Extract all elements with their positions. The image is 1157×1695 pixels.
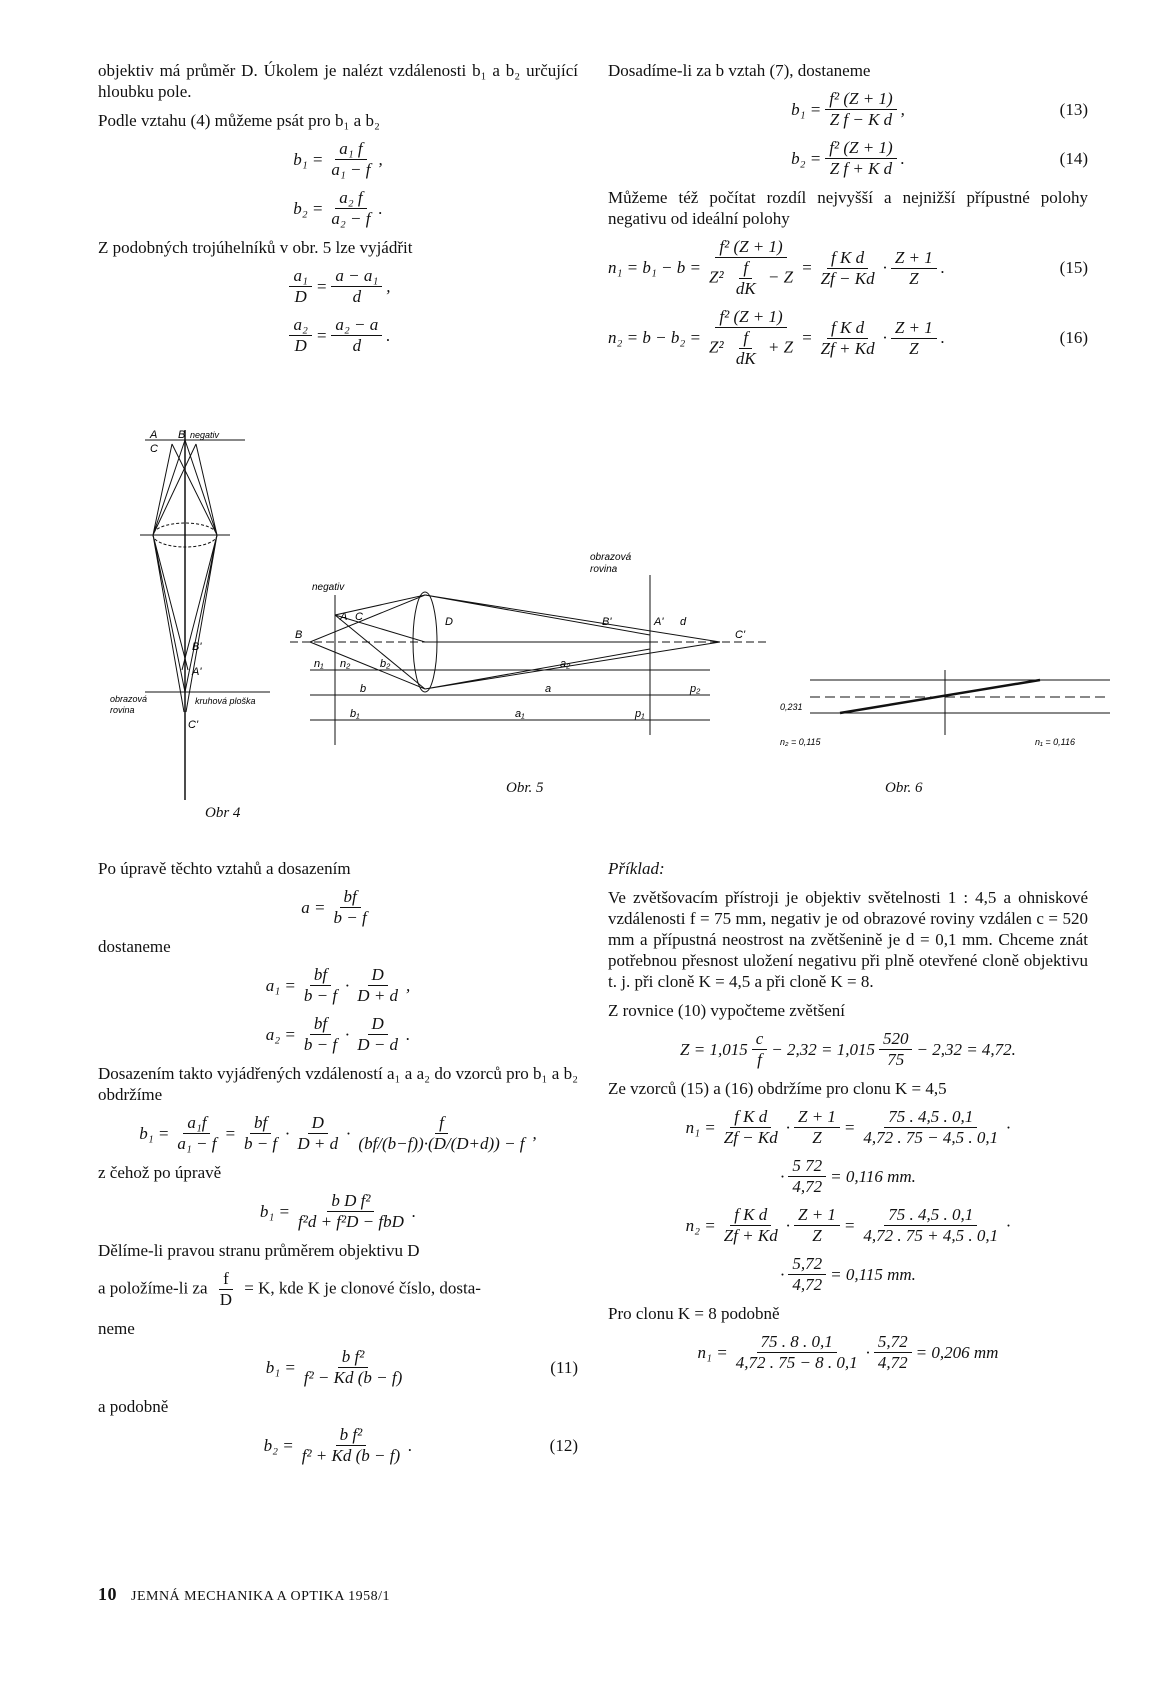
- paragraph: Dosazením takto vyjádřených vzdáleností a₁ a a₂ do vzorců pro b₁ a b₂ obdržíme: [98, 1064, 578, 1104]
- paragraph: a položíme-li za $\frac{f}{D}$ = K, kde K je clonové číslo, dosta-: [98, 1269, 481, 1309]
- equation-16: n₂ = b − b₂ = f² (Z + 1) Z² $\frac{f}{dK}$ + Z = $\frac{\text{f K d}}{Zf + Kd}$ · $\frac{Z + 1}{Z}$ . (16): [608, 307, 1088, 368]
- equation: b₂ = $\frac{\text{a₂ f}}{\text{a₂ − f}}$ .: [293, 188, 383, 228]
- paragraph: Ve zvětšovacím přístroji je objektiv světelnosti 1 : 4,5 a ohniskové vzdálenosti f = 75 mm, negativ je od obrazové roviny vzdálen c = 520 mm a přípustná neostrost na zvětšenině je d = 0,1 mm. Chceme znát potřebnou přesnost uložení negativu při plně otevřené cloně objektivu t. j. při cloně K = 4,5 a při cloně K = 8.: [608, 888, 1088, 991]
- svg-text:B: B: [178, 430, 186, 441]
- svg-text:A': A': [192, 666, 202, 678]
- svg-text:d: d: [680, 616, 687, 628]
- left-column-bottom: [98, 858, 578, 1474]
- svg-text:C': C': [188, 719, 199, 731]
- equation: a₁ = $\frac{bf}{b - f}$ · $\frac{D}{D + d}$ ,: [265, 965, 411, 1005]
- figure-5-caption: Obr. 5: [506, 780, 544, 796]
- page-number: 10: [98, 1584, 117, 1604]
- svg-text:C: C: [150, 443, 158, 455]
- svg-text:p₁: p₁: [635, 708, 645, 720]
- svg-text:n₂: n₂: [340, 658, 351, 670]
- left-column-top: [98, 60, 578, 364]
- equation-15: n₁ = b₁ − b = f² (Z + 1) Z² $\frac{f}{dK}$ − Z = $\frac{\text{f K d}}{Zf - Kd}$ · $\frac{Z + 1}{Z}$ . (15): [608, 237, 1088, 298]
- paragraph: Z podobných trojúhelníků v obr. 5 lze vyjádřit: [98, 238, 413, 257]
- equation: a = $\frac{bf}{b - f}$: [301, 887, 367, 927]
- paragraph: Dělíme-li pravou stranu průměrem objektivu D: [98, 1241, 420, 1260]
- figure-4: [100, 430, 290, 810]
- svg-text:B: B: [295, 629, 303, 641]
- equation-11: b₁ = $\frac{\text{b f²}}{\text{f² − Kd (b − f)}}$ (11): [265, 1347, 578, 1387]
- right-column-bottom: [608, 858, 1088, 1381]
- svg-text:b₁: b₁: [350, 708, 360, 720]
- paragraph: Podle vztahu (4) můžeme psát pro b₁ a b₂: [98, 111, 380, 130]
- paragraph: dostaneme: [98, 937, 171, 956]
- svg-text:n₁ = 0,116: n₁ = 0,116: [1035, 737, 1075, 747]
- svg-text:B': B': [192, 641, 202, 653]
- paragraph: objektiv má průměr D. Úkolem je nalézt vzdálenosti b₁ a b₂ určující hloubku pole.: [98, 61, 578, 101]
- page-footer: [98, 1584, 390, 1605]
- svg-text:kruhová ploška: kruhová ploška: [195, 696, 256, 706]
- svg-text:p₂: p₂: [690, 683, 701, 695]
- journal-name: JEMNÁ MECHANIKA A OPTIKA 1958/1: [131, 1589, 390, 1604]
- paragraph: Po úpravě těchto vztahů a dosazením: [98, 859, 351, 878]
- equation: · $\frac{5 72}{4,72}$ = 0,116 mm.: [780, 1156, 916, 1196]
- svg-text:b: b: [360, 683, 367, 695]
- svg-text:n₂ = 0,115: n₂ = 0,115: [780, 737, 821, 747]
- ray-lines: [310, 595, 720, 689]
- paragraph: Dosadíme-li za b vztah (7), dostaneme: [608, 61, 871, 80]
- svg-text:a₂: a₂: [560, 658, 571, 670]
- svg-text:B': B': [602, 616, 612, 628]
- equation-13: b₁ = $\frac{\text{f² (Z + 1)}}{\text{Z f − K d}}$ , (13): [791, 89, 1088, 129]
- right-column-top: [608, 60, 1088, 377]
- svg-text:rovina: rovina: [590, 564, 618, 575]
- svg-text:negativ: negativ: [190, 430, 220, 440]
- paragraph: z čehož po úpravě: [98, 1163, 222, 1182]
- svg-text:rovina: rovina: [110, 705, 135, 715]
- svg-text:b₂: b₂: [380, 658, 391, 670]
- figure-5: [290, 545, 770, 775]
- svg-text:C': C': [735, 629, 746, 641]
- equation: n₂ = $\frac{\text{f K d}}{Zf + Kd}$ · $\frac{Z + 1}{Z}$ = $\frac{75 . 4,5 . 0,1}{4,72 . 75 + 4,5 . 0,1}$ ·: [685, 1205, 1011, 1245]
- svg-text:n₁: n₁: [314, 658, 324, 670]
- svg-text:D: D: [445, 616, 453, 628]
- equation: b₁ = $\frac{\text{a₁f}}{\text{a₁ − f}}$ = $\frac{bf}{b - f}$ · $\frac{D}{D + d}$ · $\frac{f}{(bf/(b-f))\cdot(D/(D+d)) - f}$ ,: [139, 1113, 537, 1153]
- svg-text:A': A': [654, 616, 664, 628]
- equation: a₂ = $\frac{bf}{b - f}$ · $\frac{D}{D - d}$ .: [265, 1014, 411, 1054]
- paragraph: Pro clonu K = 8 podobně: [608, 1304, 780, 1323]
- paragraph: Můžeme též počítat rozdíl nejvyšší a nejnižší přípustné polohy negativu od ideální polohy: [608, 188, 1088, 228]
- equation: $\frac{\text{a₂}}{D}$ = $\frac{\text{a₂ − a}}{d}$ .: [98, 315, 578, 356]
- equation-12: b₂ = $\frac{\text{b f²}}{\text{f² + Kd (b − f)}}$ . (12): [263, 1425, 578, 1465]
- paragraph: Z rovnice (10) vypočteme zvětšení: [608, 1001, 845, 1020]
- equation: b₁ = $\frac{\text{b D f²}}{\text{f²d + f²D − fbD}}$ .: [259, 1191, 417, 1231]
- svg-text:C: C: [355, 611, 363, 623]
- figure-4-caption: Obr 4: [205, 805, 241, 821]
- equation: b₁ = $\frac{\text{a₁ f}}{\text{a₁ − f}}$ ,: [293, 139, 383, 179]
- paragraph: a podobně: [98, 1397, 169, 1416]
- figure-6-caption: Obr. 6: [885, 780, 923, 796]
- example-heading: Příklad:: [608, 859, 665, 878]
- equation: n₁ = $\frac{\text{f K d}}{Zf - Kd}$ · $\frac{Z + 1}{Z}$ = $\frac{75 . 4,5 . 0,1}{4,72 . 75 - 4,5 . 0,1}$ ·: [685, 1107, 1011, 1147]
- svg-text:negativ: negativ: [312, 582, 345, 593]
- svg-text:A: A: [150, 430, 158, 441]
- equation: $\frac{\text{a₁}}{D}$ = $\frac{\text{a − a₁}}{d}$ ,: [98, 266, 578, 307]
- svg-text:A: A: [340, 611, 348, 623]
- svg-text:obrazová: obrazová: [110, 694, 148, 704]
- svg-text:0,231: 0,231: [780, 702, 803, 712]
- equation: n₁ = $\frac{75 . 8 . 0,1}{4,72 . 75 - 8 . 0,1}$ · $\frac{5,72}{4,72}$ = 0,206 mm: [697, 1332, 999, 1372]
- paragraph: Ze vzorců (15) a (16) obdržíme pro clonu K = 4,5: [608, 1079, 947, 1098]
- equation-14: b₂ = $\frac{\text{f² (Z + 1)}}{\text{Z f + K d}}$ . (14): [791, 138, 1088, 178]
- figure-6: [780, 665, 1110, 770]
- svg-text:obrazová: obrazová: [590, 552, 632, 563]
- svg-text:a: a: [545, 683, 552, 695]
- paragraph: neme: [98, 1319, 135, 1338]
- equation: Z = 1,015 $\frac{c}{f}$ − 2,32 = 1,015 $\frac{520}{75}$ − 2,32 = 4,72.: [680, 1029, 1016, 1069]
- equation: · $\frac{5,72}{4,72}$ = 0,115 mm.: [780, 1254, 916, 1294]
- svg-text:a₁: a₁: [515, 708, 525, 720]
